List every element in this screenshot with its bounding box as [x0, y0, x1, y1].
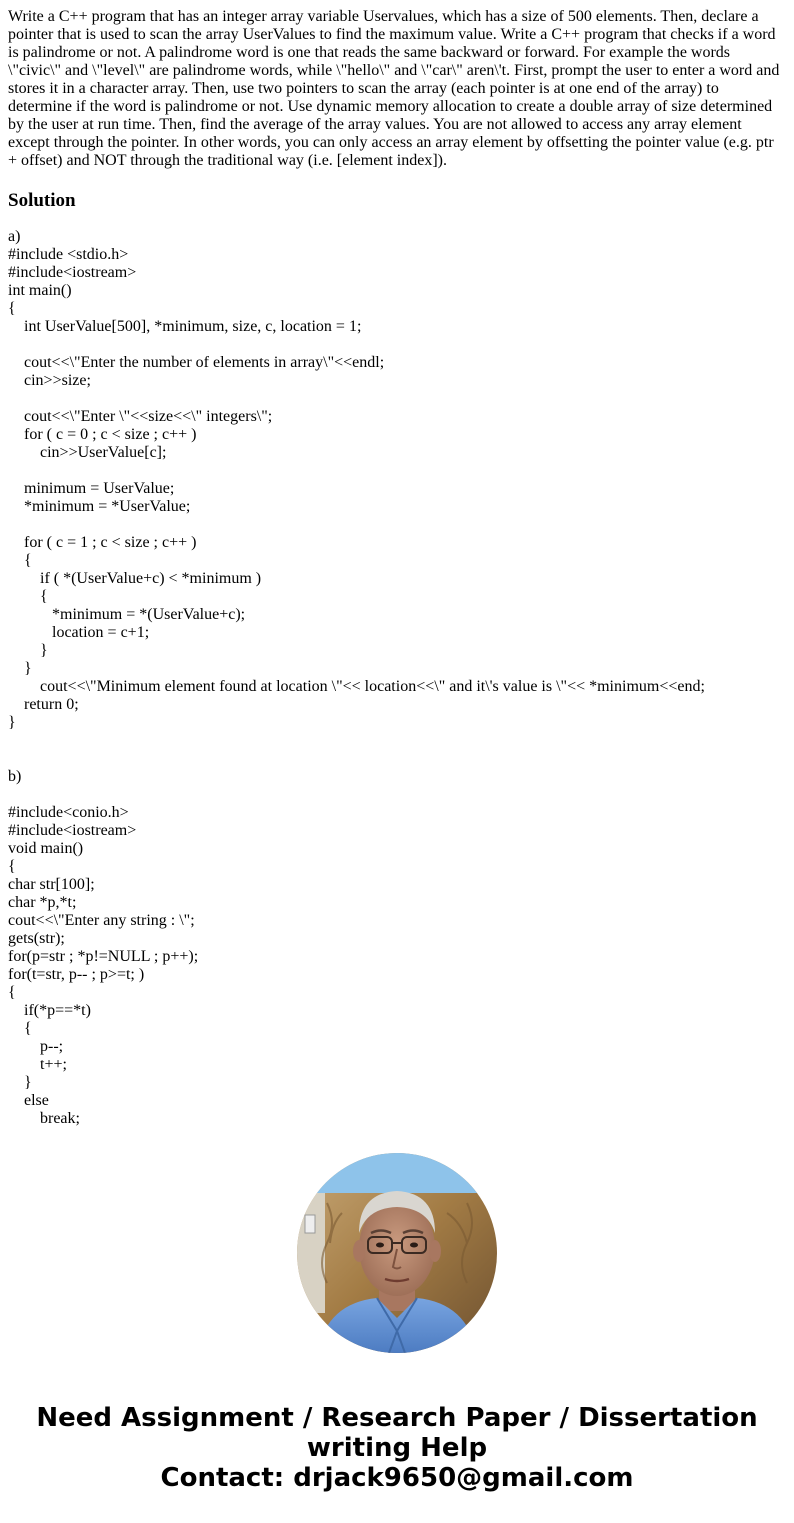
code-line: *minimum = *UserValue;: [8, 498, 191, 515]
avatar-portrait-image: [297, 1153, 497, 1353]
code-line: b): [8, 768, 22, 785]
code-line: }: [8, 642, 48, 659]
code-line: *minimum = *(UserValue+c);: [8, 606, 246, 623]
solution-code: [8, 228, 786, 1128]
code-line: cout<<\"Enter the number of elements in array\"<<endl;: [8, 354, 385, 371]
footer-line-1: Need Assignment / Research Paper / Dissertation: [36, 1403, 758, 1433]
author-avatar: [297, 1153, 497, 1353]
code-line: [8, 390, 786, 408]
code-line: {: [8, 858, 16, 875]
code-line: int main(): [8, 282, 72, 299]
code-line: }: [8, 1074, 32, 1091]
code-line: return 0;: [8, 696, 79, 713]
code-line: {: [8, 1020, 32, 1037]
code-line: p--;: [8, 1038, 64, 1055]
code-line: [8, 516, 786, 534]
code-line: if ( *(UserValue+c) < *minimum ): [8, 570, 262, 587]
code-line: [8, 336, 786, 354]
code-line: {: [8, 984, 16, 1001]
code-line: location = c+1;: [8, 624, 150, 641]
code-line: {: [8, 300, 16, 317]
solution-heading: Solution: [8, 190, 76, 211]
code-line: #include <stdio.h>: [8, 246, 129, 263]
footer-contact-banner: [0, 1403, 794, 1493]
code-line: }: [8, 660, 32, 677]
code-line: int UserValue[500], *minimum, size, c, location = 1;: [8, 318, 362, 335]
code-line: [8, 750, 786, 768]
question-text: Write a C++ program that has an integer array variable Uservalues, which has a size of 500 elements. Then, declare a pointer that is used to scan the array UserValues to find the maximum value. Write a C++ program that checks if a word is palindrome or not. A palindrome word is one that reads the same backward or forward. For example the words \"civic\" and \"level\" are palindrome words, while \"hello\" and \"car\" aren\'t. First, prompt the user to enter a word and stores it in a character array. Then, use two pointers to scan the array (each pointer is at one end of the array) to determine if the word is palindrome or not. Use dynamic memory allocation to create a double array of size determined by the user at run time. Then, find the average of the array values. You are not allowed to access any array element except through the pointer. In other words, you can only access an array element by offsetting the pointer value (e.g. ptr + offset) and NOT through the traditional way (i.e. [element index]).: [8, 8, 780, 169]
code-line: cin>>size;: [8, 372, 91, 389]
code-line: else: [8, 1092, 49, 1109]
code-line: gets(str);: [8, 930, 65, 947]
code-line: #include<conio.h>: [8, 804, 129, 821]
code-line: cout<<\"Minimum element found at location \"<< location<<\" and it\'s value is \"<< *minimum<<end;: [8, 678, 705, 695]
code-line: }: [8, 714, 16, 731]
footer-line-2: writing Help: [306, 1433, 488, 1463]
code-line: minimum = UserValue;: [8, 480, 175, 497]
code-line: #include<iostream>: [8, 822, 137, 839]
code-line: char str[100];: [8, 876, 95, 893]
code-line: [8, 786, 786, 804]
code-line: a): [8, 228, 21, 245]
document-content: [8, 8, 786, 1128]
footer-contact-line: Contact: drjack9650@gmail.com: [160, 1463, 634, 1493]
code-line: {: [8, 552, 32, 569]
code-line: cin>>UserValue[c];: [8, 444, 167, 461]
code-line: [8, 462, 786, 480]
code-line: [8, 732, 786, 750]
code-line: for ( c = 1 ; c < size ; c++ ): [8, 534, 197, 551]
code-line: for(p=str ; *p!=NULL ; p++);: [8, 948, 199, 965]
code-line: t++;: [8, 1056, 67, 1073]
code-line: cout<<\"Enter \"<<size<<\" integers\";: [8, 408, 273, 425]
code-line: for ( c = 0 ; c < size ; c++ ): [8, 426, 197, 443]
code-line: if(*p==*t): [8, 1002, 91, 1019]
code-line: break;: [8, 1110, 80, 1127]
code-line: for(t=str, p-- ; p>=t; ): [8, 966, 145, 983]
code-line: {: [8, 588, 48, 605]
code-line: char *p,*t;: [8, 894, 77, 911]
code-line: cout<<\"Enter any string : \";: [8, 912, 195, 929]
code-line: #include<iostream>: [8, 264, 137, 281]
code-line: void main(): [8, 840, 84, 857]
